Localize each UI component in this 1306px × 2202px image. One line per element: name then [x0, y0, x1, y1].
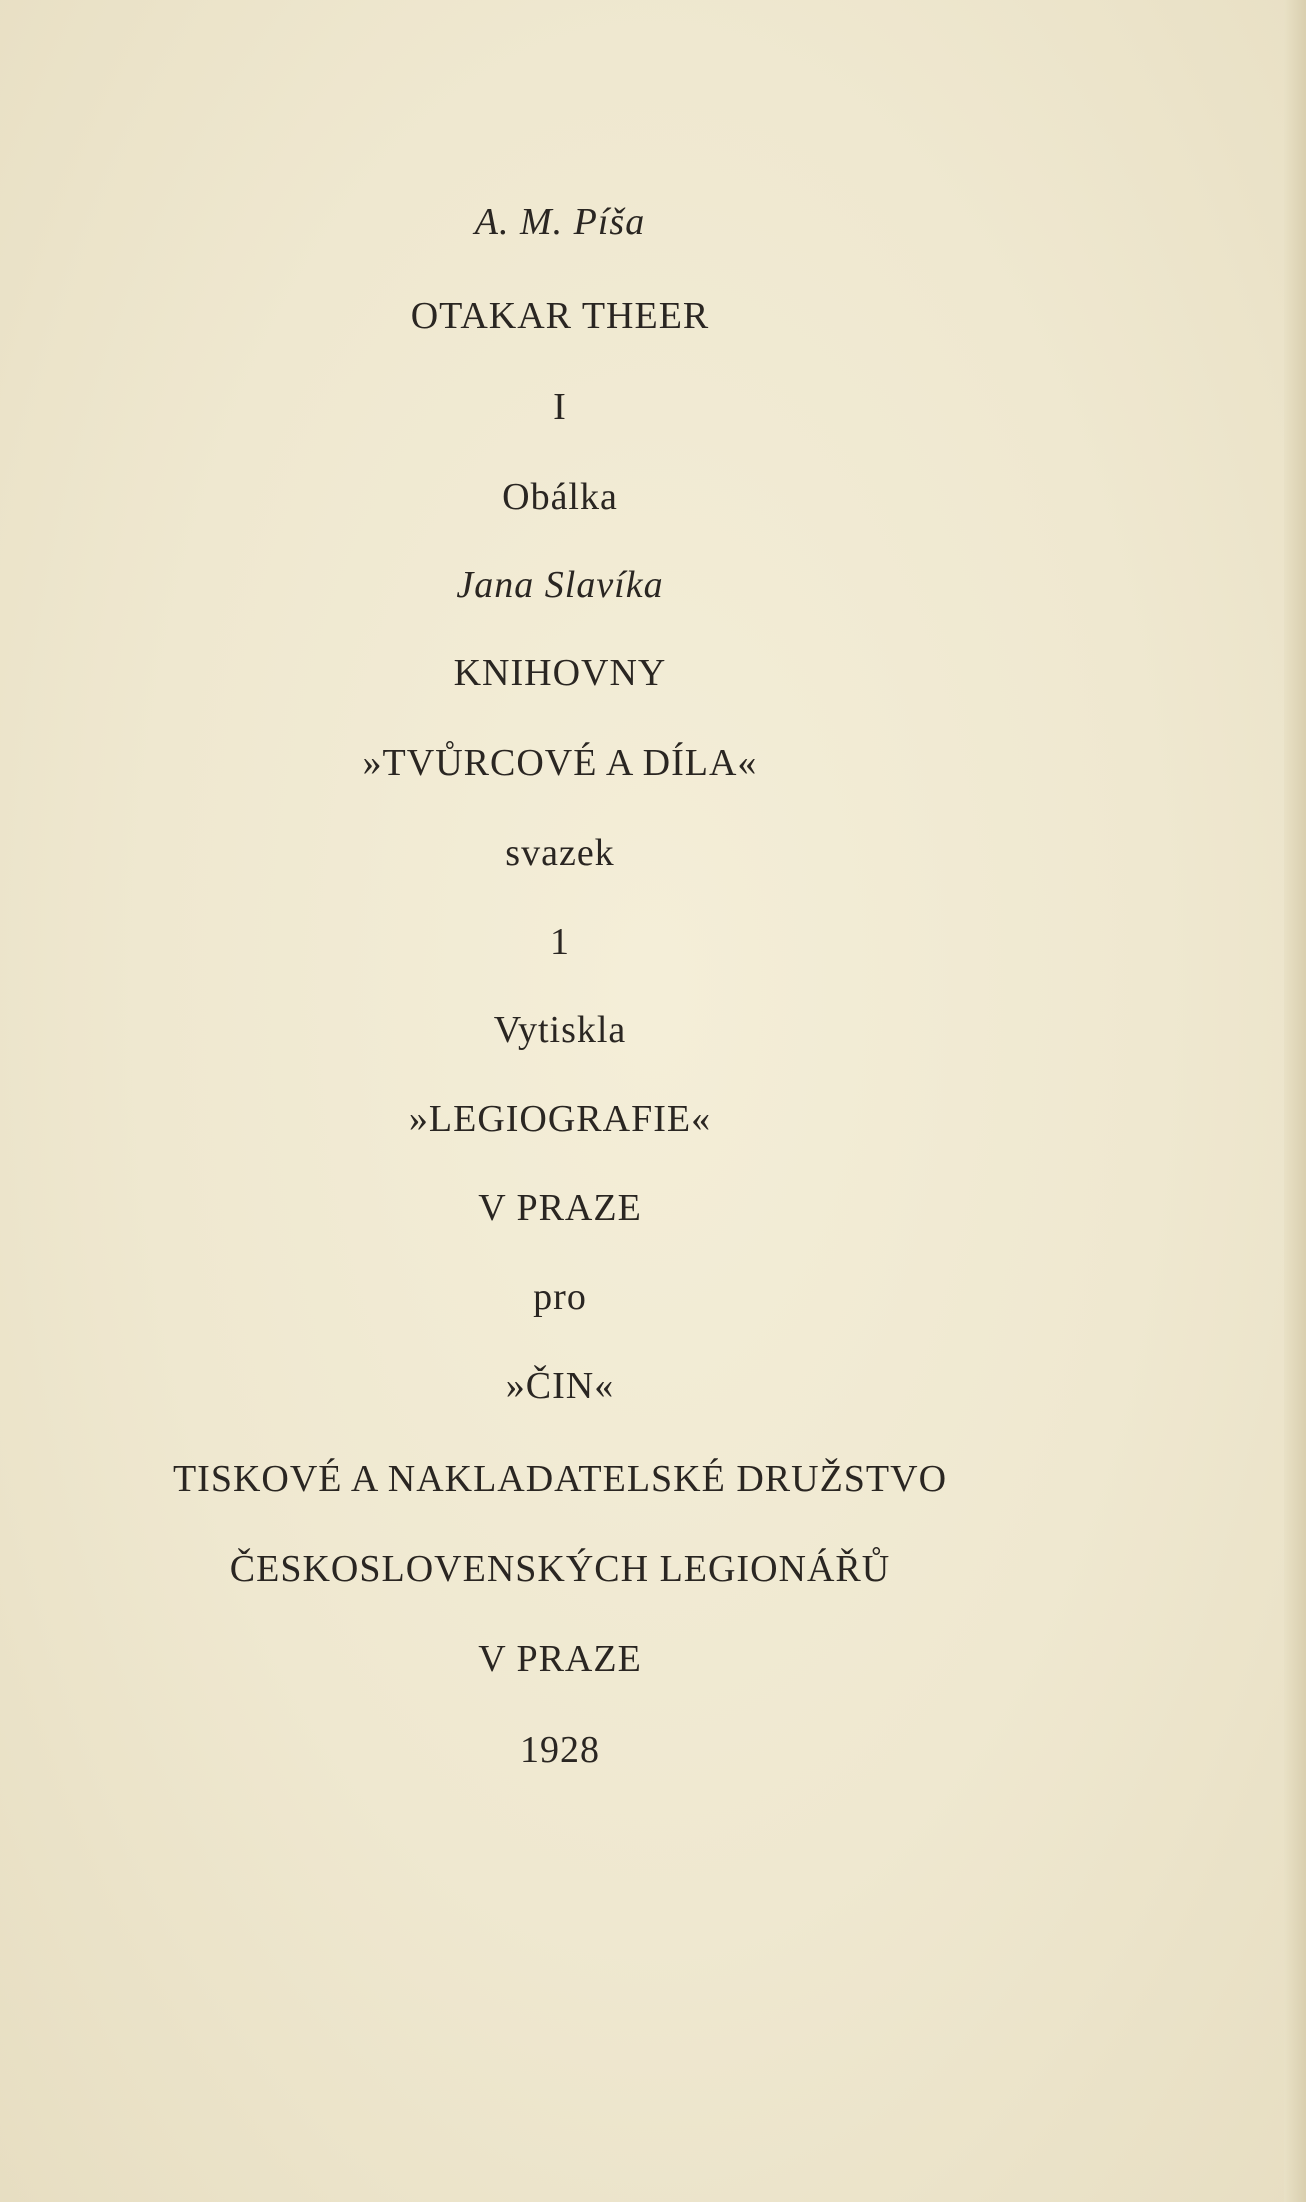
publisher-line-1: TISKOVÉ A NAKLADATELSKÉ DRUŽSTVO: [172, 1458, 948, 1500]
volume-roman: I: [553, 386, 567, 428]
publisher-line-2: ČESKOSLOVENSKÝCH LEGIONÁŘŮ: [229, 1548, 891, 1590]
page-edge: [1284, 0, 1306, 2202]
volume-number: 1: [550, 921, 570, 963]
series-name: »TVŮRCOVÉ A DÍLA«: [362, 742, 758, 784]
cover-artist: Jana Slavíka: [456, 564, 664, 606]
publication-year: 1928: [520, 1729, 600, 1771]
volume-label: svazek: [505, 832, 615, 874]
book-title: OTAKAR THEER: [410, 295, 710, 337]
publisher-name: »ČIN«: [505, 1365, 615, 1407]
printed-by-label: Vytiskla: [493, 1009, 627, 1051]
printer-name: »LEGIOGRAFIE«: [408, 1098, 712, 1140]
publisher-city: V PRAZE: [478, 1638, 642, 1680]
cover-label: Obálka: [502, 476, 618, 518]
printer-city: V PRAZE: [478, 1187, 642, 1229]
for-label: pro: [533, 1276, 587, 1318]
author-name: A. M. Píša: [474, 201, 646, 243]
library-label: KNIHOVNY: [453, 652, 667, 694]
